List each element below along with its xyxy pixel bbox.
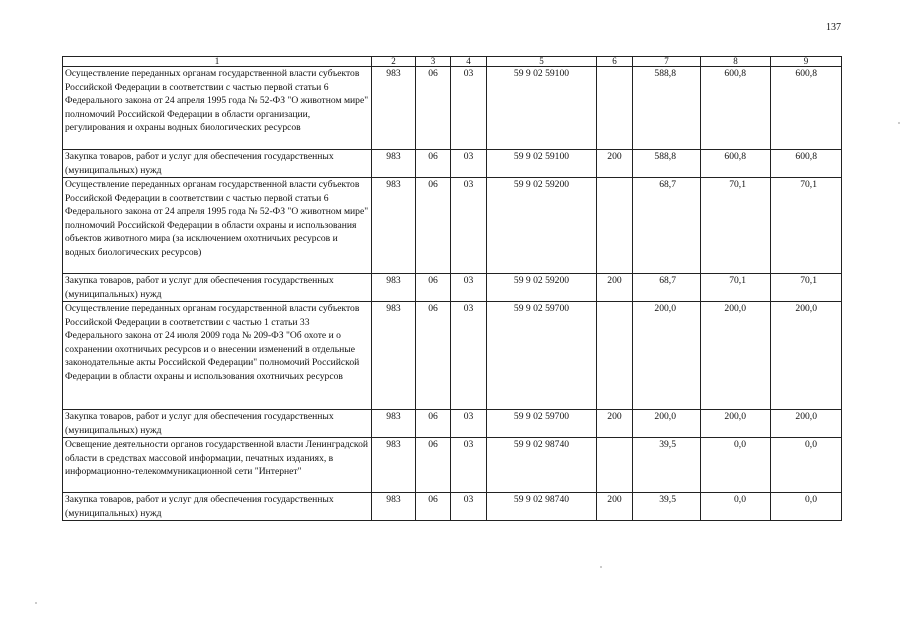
grbs-code-cell: 983: [372, 438, 416, 493]
amount-year-3-cell: 200,0: [771, 302, 842, 410]
section-code-cell: 06: [416, 274, 451, 302]
page-number: 137: [826, 22, 841, 33]
amount-year-2-cell: 70,1: [701, 274, 771, 302]
scan-speck: [35, 602, 37, 604]
row-name-cell: Закупка товаров, работ и услуг для обеспечения государственных (муниципальных) нужд: [63, 493, 372, 521]
amount-year-2-cell: 600,8: [701, 150, 771, 178]
expense-type-cell: 200: [597, 493, 633, 521]
scan-speck: [600, 566, 602, 568]
expense-type-cell: [597, 67, 633, 150]
expense-type-cell: [597, 178, 633, 274]
table-header-row: [63, 57, 842, 67]
amount-year-1-cell: 39,5: [633, 438, 701, 493]
target-article-cell: 59 9 02 59100: [487, 150, 597, 178]
target-article-cell: 59 9 02 59200: [487, 274, 597, 302]
column-header: 8: [701, 57, 771, 67]
table-row: [63, 438, 842, 493]
amount-year-1-cell: 588,8: [633, 150, 701, 178]
amount-year-2-cell: 200,0: [701, 410, 771, 438]
amount-year-2-cell: 200,0: [701, 302, 771, 410]
section-code-cell: 06: [416, 302, 451, 410]
subsection-code-cell: 03: [451, 493, 487, 521]
amount-year-3-cell: 0,0: [771, 438, 842, 493]
table-row: [63, 67, 842, 150]
table-row: [63, 493, 842, 521]
row-name-cell: Осуществление переданных органам государственной власти субъектов Российской Федерации в соответствии с частью первой статьи 6 Федерального закона от 24 апреля 1995 года № 52-ФЗ "О животном мире" полномочий Российской Федерации в области охраны и использования объектов животного мира (за исключением охотничьих ресурсов и водных биологических ресурсов): [63, 178, 372, 274]
subsection-code-cell: 03: [451, 178, 487, 274]
section-code-cell: 06: [416, 67, 451, 150]
amount-year-2-cell: 0,0: [701, 493, 771, 521]
column-header: 1: [63, 57, 372, 67]
table-row: [63, 410, 842, 438]
target-article-cell: 59 9 02 59100: [487, 67, 597, 150]
expense-type-cell: 200: [597, 150, 633, 178]
row-name-cell: Осуществление переданных органам государственной власти субъектов Российской Федерации в соответствии с частью первой статьи 6 Федерального закона от 24 апреля 1995 года № 52-ФЗ "О животном мире" полномочий Российской Федерации в области организации, регулирования и охраны водных биологических ресурсов: [63, 67, 372, 150]
subsection-code-cell: 03: [451, 274, 487, 302]
amount-year-1-cell: 68,7: [633, 274, 701, 302]
section-code-cell: 06: [416, 410, 451, 438]
expense-type-cell: [597, 438, 633, 493]
target-article-cell: 59 9 02 59700: [487, 302, 597, 410]
expense-type-cell: [597, 302, 633, 410]
row-name-cell: Закупка товаров, работ и услуг для обеспечения государственных (муниципальных) нужд: [63, 150, 372, 178]
column-header: 4: [451, 57, 487, 67]
grbs-code-cell: 983: [372, 274, 416, 302]
section-code-cell: 06: [416, 438, 451, 493]
grbs-code-cell: 983: [372, 67, 416, 150]
budget-table: [62, 56, 842, 521]
subsection-code-cell: 03: [451, 410, 487, 438]
grbs-code-cell: 983: [372, 178, 416, 274]
column-header: 9: [771, 57, 842, 67]
target-article-cell: 59 9 02 59200: [487, 178, 597, 274]
scan-speck: [898, 122, 900, 124]
section-code-cell: 06: [416, 150, 451, 178]
table-row: [63, 302, 842, 410]
table-row: [63, 178, 842, 274]
row-name-cell: Закупка товаров, работ и услуг для обеспечения государственных (муниципальных) нужд: [63, 410, 372, 438]
grbs-code-cell: 983: [372, 302, 416, 410]
section-code-cell: 06: [416, 178, 451, 274]
table-row: [63, 274, 842, 302]
amount-year-1-cell: 588,8: [633, 67, 701, 150]
grbs-code-cell: 983: [372, 150, 416, 178]
column-header: 7: [633, 57, 701, 67]
target-article-cell: 59 9 02 98740: [487, 493, 597, 521]
target-article-cell: 59 9 02 98740: [487, 438, 597, 493]
amount-year-2-cell: 600,8: [701, 67, 771, 150]
subsection-code-cell: 03: [451, 67, 487, 150]
section-code-cell: 06: [416, 493, 451, 521]
grbs-code-cell: 983: [372, 493, 416, 521]
row-name-cell: Закупка товаров, работ и услуг для обеспечения государственных (муниципальных) нужд: [63, 274, 372, 302]
row-name-cell: Осуществление переданных органам государственной власти субъектов Российской Федерации в соответствии с частью 1 статьи 33 Федерального закона от 24 июля 2009 года № 209-ФЗ "Об охоте и о сохранении охотничьих ресурсов и о внесении изменений в отдельные законодательные акты Российской Федерации" полномочий Российской Федерации в области охраны и использования охотничьих ресурсов: [63, 302, 372, 410]
amount-year-2-cell: 70,1: [701, 178, 771, 274]
table-row: [63, 150, 842, 178]
amount-year-1-cell: 39,5: [633, 493, 701, 521]
column-header: 5: [487, 57, 597, 67]
amount-year-2-cell: 0,0: [701, 438, 771, 493]
expense-type-cell: 200: [597, 410, 633, 438]
subsection-code-cell: 03: [451, 302, 487, 410]
subsection-code-cell: 03: [451, 150, 487, 178]
amount-year-3-cell: 70,1: [771, 178, 842, 274]
amount-year-1-cell: 200,0: [633, 302, 701, 410]
grbs-code-cell: 983: [372, 410, 416, 438]
amount-year-3-cell: 70,1: [771, 274, 842, 302]
column-header: 3: [416, 57, 451, 67]
target-article-cell: 59 9 02 59700: [487, 410, 597, 438]
amount-year-1-cell: 200,0: [633, 410, 701, 438]
amount-year-1-cell: 68,7: [633, 178, 701, 274]
column-header: 2: [372, 57, 416, 67]
expense-type-cell: 200: [597, 274, 633, 302]
column-header: 6: [597, 57, 633, 67]
amount-year-3-cell: 600,8: [771, 150, 842, 178]
amount-year-3-cell: 200,0: [771, 410, 842, 438]
row-name-cell: Освещение деятельности органов государственной власти Ленинградской области в средствах массовой информации, печатных изданиях, в информационно-телекоммуникационной сети "Интернет": [63, 438, 372, 493]
subsection-code-cell: 03: [451, 438, 487, 493]
amount-year-3-cell: 600,8: [771, 67, 842, 150]
amount-year-3-cell: 0,0: [771, 493, 842, 521]
